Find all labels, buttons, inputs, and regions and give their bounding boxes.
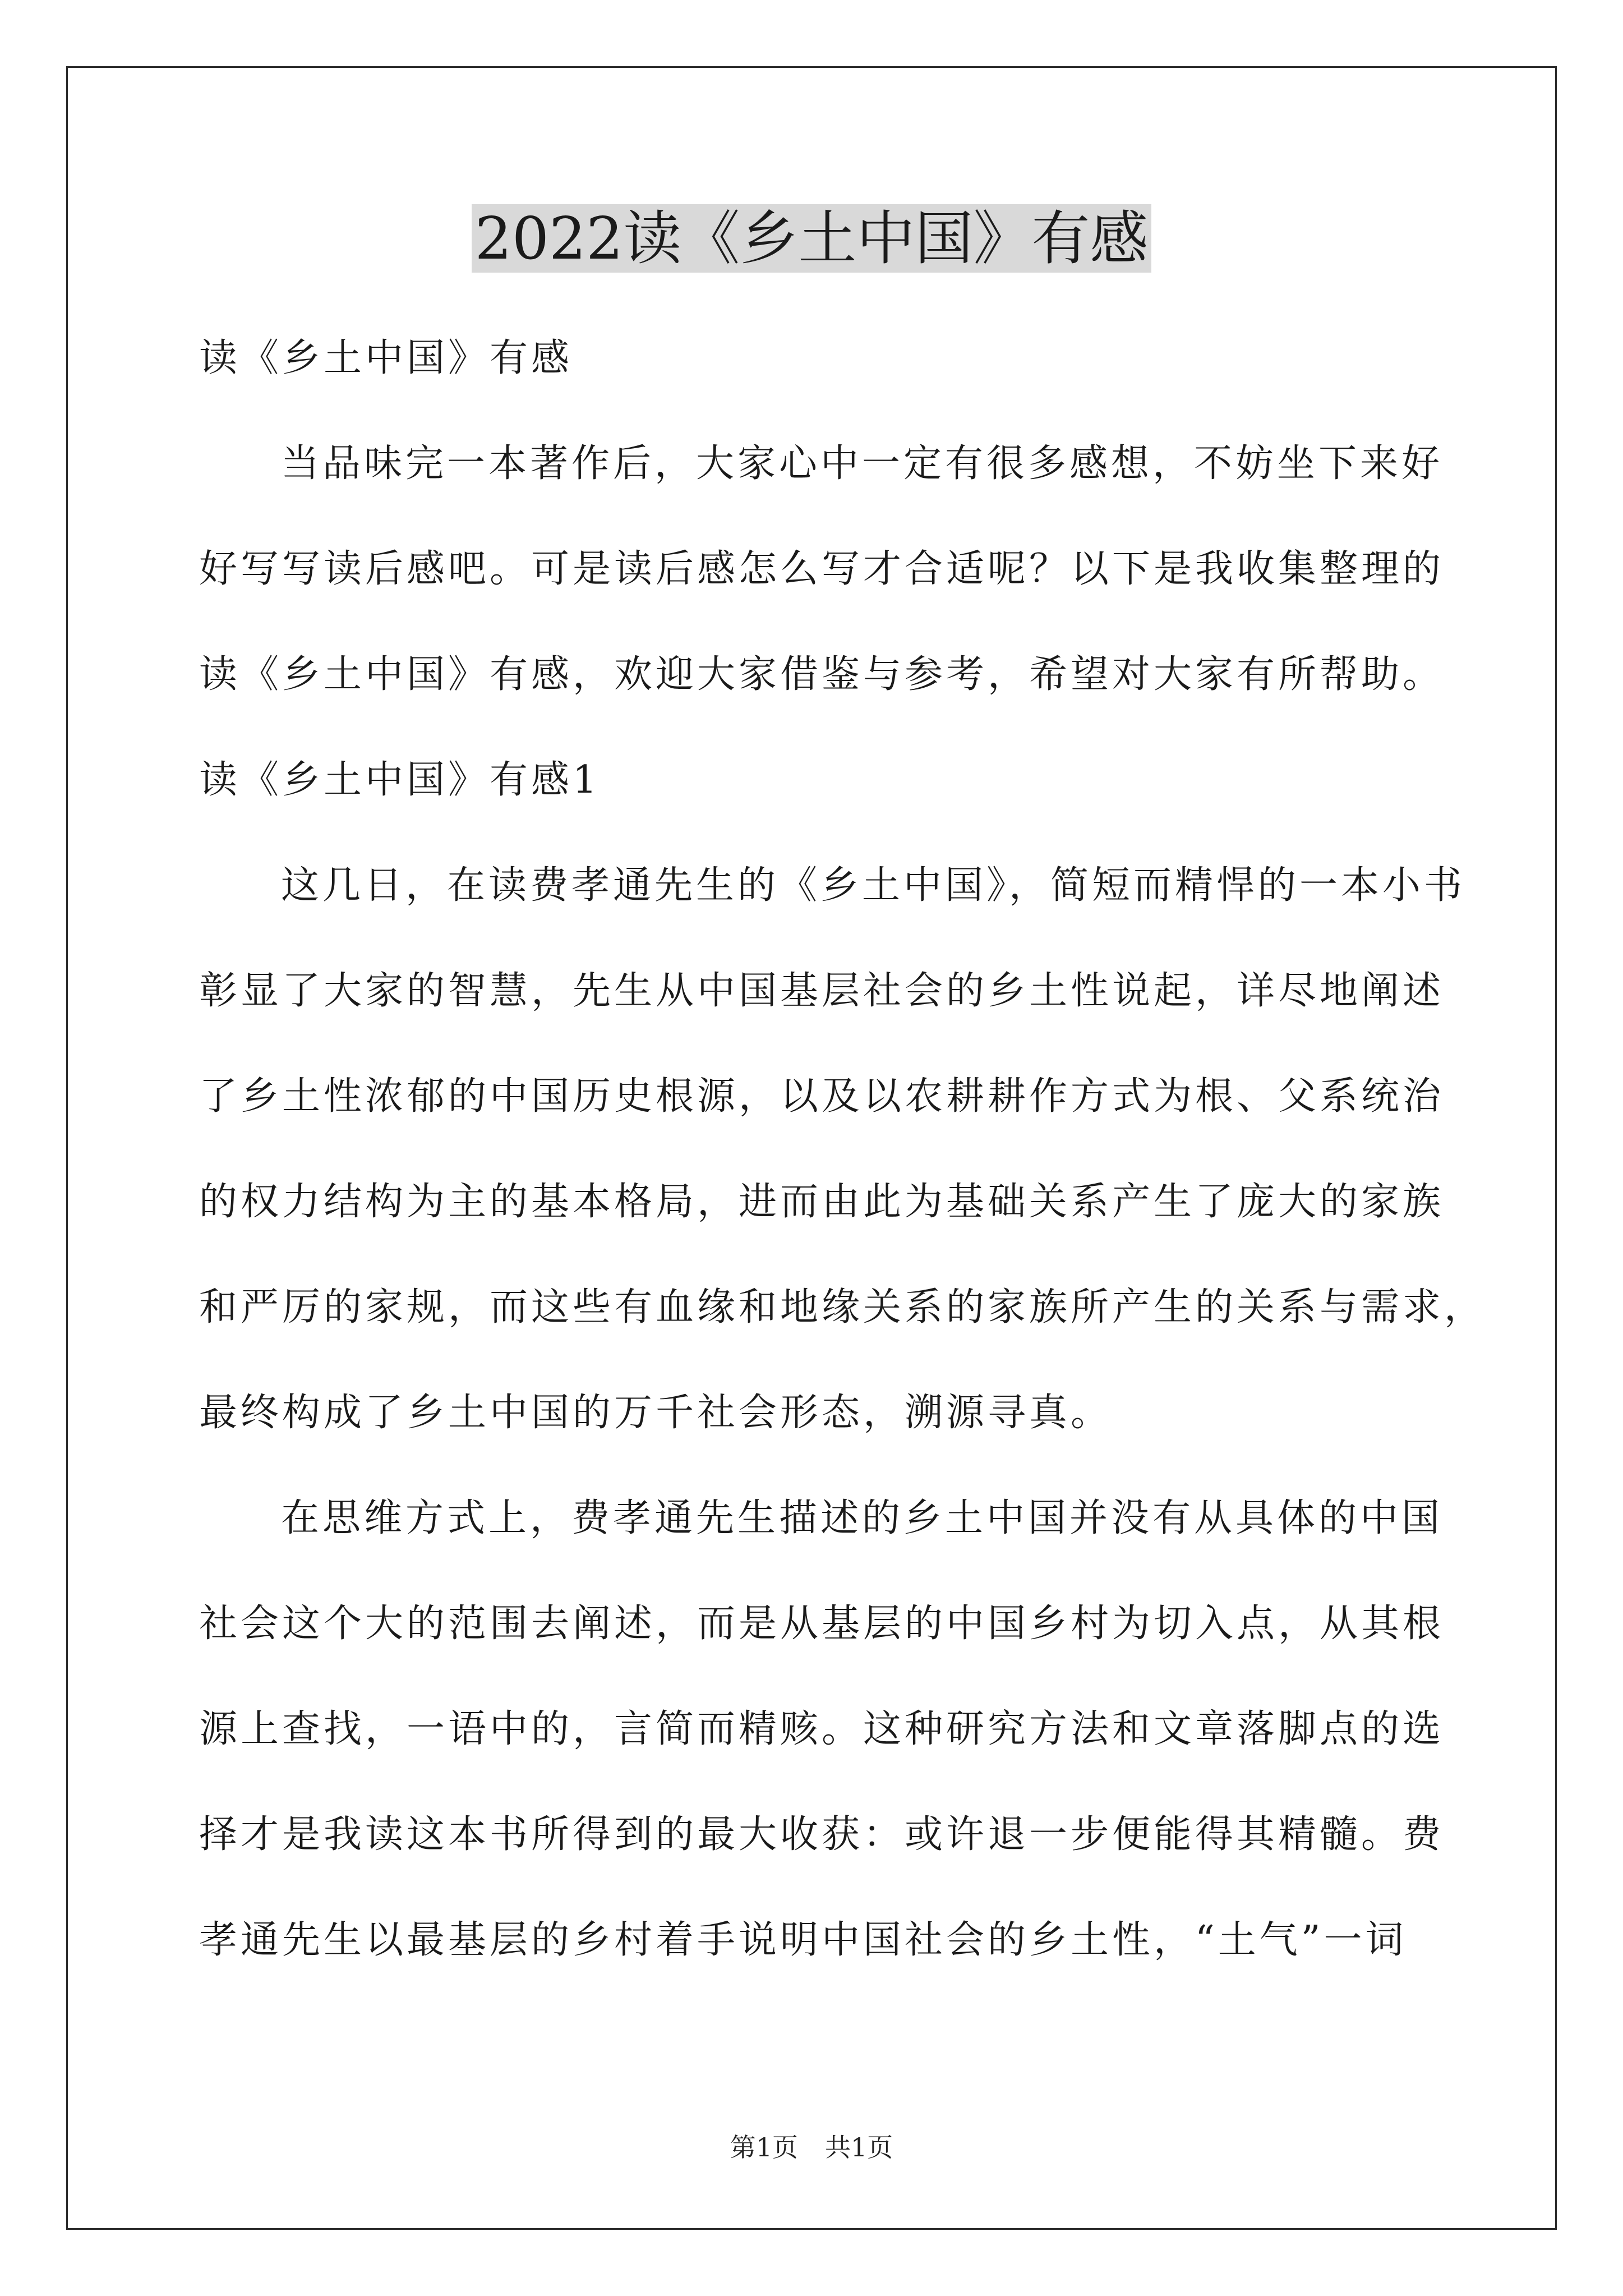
- text-line: 彰显了大家的智慧，先生从中国基层社会的乡土性说起，详尽地阐述: [199, 969, 1445, 1013]
- text-line: 和严厉的家规，而这些有血缘和地缘关系的家族所产生的关系与需求，: [199, 1285, 1486, 1329]
- text-line: 了乡土性浓郁的中国历史根源，以及以农耕耕作方式为根、父系统治: [199, 1074, 1445, 1119]
- text-line: 读《乡土中国》有感，欢迎大家借鉴与参考，希望对大家有所帮助。: [199, 652, 1445, 697]
- text-line: 读《乡土中国》有感: [199, 336, 573, 380]
- text-line: 择才是我读这本书所得到的最大收获：或许退一步便能得其精髓。费: [199, 1812, 1445, 1857]
- page-number: 第1页: [730, 2132, 798, 2162]
- text-line: 的权力结构为主的基本格局，进而由此为基础关系产生了庞大的家族: [199, 1180, 1445, 1224]
- text-line: 在思维方式上，费孝通先生描述的乡土中国并没有从具体的中国: [281, 1496, 1444, 1540]
- page-footer: [0, 2131, 1623, 2164]
- text-line: 最终构成了乡土中国的万千社会形态，溯源寻真。: [199, 1391, 1113, 1435]
- text-line: 读《乡土中国》有感1: [199, 758, 601, 802]
- document-title-text: 2022读《乡土中国》有感: [472, 204, 1152, 273]
- document-title: [0, 199, 1623, 278]
- document-body: [199, 306, 1486, 1993]
- text-line: 好写写读后感吧。可是读后感怎么写才合适呢？以下是我收集整理的: [199, 547, 1445, 591]
- text-line: 孝通先生以最基层的乡村着手说明中国社会的乡土性，“土气”一词: [199, 1918, 1407, 1962]
- text-line: 源上查找，一语中的，言简而精赅。这种研究方法和文章落脚点的选: [199, 1707, 1445, 1751]
- text-line: 社会这个大的范围去阐述，而是从基层的中国乡村为切入点，从其根: [199, 1602, 1445, 1646]
- text-line: 当品味完一本著作后，大家心中一定有很多感想，不妨坐下来好: [281, 441, 1444, 486]
- text-line: 这几日，在读费孝通先生的《乡土中国》，简短而精悍的一本小书: [281, 863, 1466, 908]
- page-total: 共1页: [825, 2132, 893, 2162]
